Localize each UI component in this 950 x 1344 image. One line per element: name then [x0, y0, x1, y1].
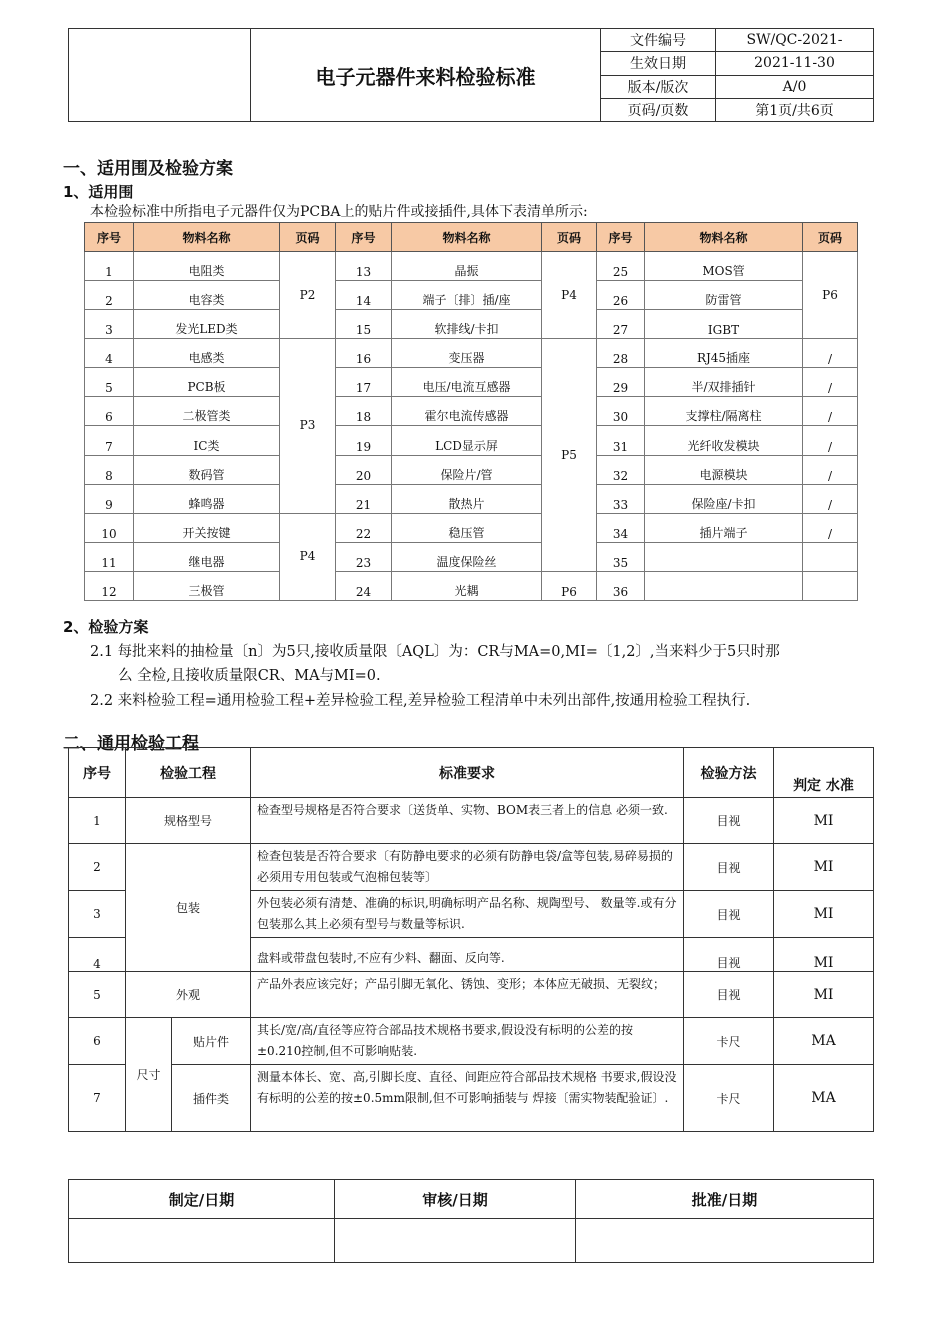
row-level: MI — [774, 798, 874, 844]
row-method: 目视 — [684, 798, 774, 844]
item-no: 30 — [597, 397, 645, 426]
col-header-no: 序号 — [85, 223, 134, 252]
table-row — [69, 1065, 874, 1132]
item-name — [645, 542, 803, 571]
item-no: 36 — [597, 571, 645, 600]
document-header — [68, 28, 874, 122]
table-row — [85, 455, 858, 484]
item-name: 电感类 — [134, 339, 280, 368]
item-name: 霍尔电流传感器 — [392, 397, 542, 426]
table-row — [85, 252, 858, 281]
item-name: 稳压管 — [392, 513, 542, 542]
row-requirement: 其长/宽/高/直径等应符合部品技术规格书要求,假设没有标明的公差的按±0.210控制,但不可影响贴装. — [251, 1018, 684, 1065]
row-no: 1 — [69, 798, 126, 844]
col-header-requirement: 标准要求 — [251, 748, 684, 798]
item-no: 32 — [597, 455, 645, 484]
item-name: 电阻类 — [134, 252, 280, 281]
eff-date-value: 2021-11-30 — [716, 52, 874, 75]
table-row — [69, 972, 874, 1018]
item-name: 三极管 — [134, 571, 280, 600]
item-no: 8 — [85, 455, 134, 484]
table-row — [69, 844, 874, 891]
item-no: 3 — [85, 310, 134, 339]
reviewed-by-field[interactable] — [335, 1219, 576, 1263]
item-name: 继电器 — [134, 542, 280, 571]
table-row — [85, 281, 858, 310]
scope-text: 本检验标准中所指电子元器件仅为PCBA上的贴片件或接插件,具体下表清单所示: — [90, 204, 588, 220]
item-no: 4 — [85, 339, 134, 368]
table-row — [85, 513, 858, 542]
scope-title: 1、适用围 — [63, 183, 134, 201]
col-header-name: 物料名称 — [392, 223, 542, 252]
size-group-label: 尺寸 — [126, 1018, 172, 1132]
page-label: 页码/页数 — [601, 98, 716, 121]
table-row — [85, 571, 858, 600]
page-ref: P6 — [803, 252, 858, 339]
item-no: 5 — [85, 368, 134, 397]
plan-item-1-cont: 么 全检,且接收质量限CR、MA与MI=0. — [118, 668, 381, 684]
row-requirement: 产品外表应该完好；产品引脚无氧化、锈蚀、变形；本体应无破损、无裂纹； — [251, 972, 684, 1018]
item-no: 11 — [85, 542, 134, 571]
item-no: 27 — [597, 310, 645, 339]
row-requirement: 外包装必须有清楚、准确的标识,明确标明产品名称、规陶型号、 数量等.或有分包装那么其上必须有型号与数量等标识. — [251, 891, 684, 938]
item-no: 31 — [597, 426, 645, 455]
col-header-item: 检验工程 — [126, 748, 251, 798]
col-header-name: 物料名称 — [134, 223, 280, 252]
col-header-page: 页码 — [280, 223, 336, 252]
page-ref: P4 — [280, 513, 336, 600]
col-header-no: 序号 — [69, 748, 126, 798]
item-no: 23 — [336, 542, 392, 571]
inspection-header-row — [69, 748, 874, 798]
table-row — [85, 484, 858, 513]
item-no: 24 — [336, 571, 392, 600]
item-name: 数码管 — [134, 455, 280, 484]
col-header-page: 页码 — [542, 223, 597, 252]
made-by-field[interactable] — [69, 1219, 335, 1263]
col-header-page: 页码 — [803, 223, 858, 252]
page-ref: P5 — [542, 339, 597, 572]
item-no: 28 — [597, 339, 645, 368]
item-name: 蜂鸣器 — [134, 484, 280, 513]
row-requirement: 盘料或带盘包装时,不应有少料、翻面、反向等. — [251, 938, 684, 972]
table-row — [69, 798, 874, 844]
reviewed-by-label: 审核/日期 — [335, 1180, 576, 1219]
item-no: 19 — [336, 426, 392, 455]
page-ref: / — [803, 426, 858, 455]
table-row — [85, 339, 858, 368]
item-name: PCB板 — [134, 368, 280, 397]
version-label: 版本/版次 — [601, 75, 716, 98]
item-name: MOS管 — [645, 252, 803, 281]
row-item: 包装 — [126, 844, 251, 972]
row-no: 5 — [69, 972, 126, 1018]
item-name: 晶振 — [392, 252, 542, 281]
page-ref: / — [803, 368, 858, 397]
row-level: MI — [774, 891, 874, 938]
approved-by-field[interactable] — [576, 1219, 874, 1263]
row-method: 目视 — [684, 891, 774, 938]
plan-title: 2、检验方案 — [63, 618, 149, 636]
item-name: 防雷管 — [645, 281, 803, 310]
col-header-method: 检验方法 — [684, 748, 774, 798]
item-no: 6 — [85, 397, 134, 426]
item-no: 15 — [336, 310, 392, 339]
page-ref-empty — [803, 542, 858, 571]
item-name: 保险片/管 — [392, 455, 542, 484]
item-name: RJ45插座 — [645, 339, 803, 368]
item-no: 25 — [597, 252, 645, 281]
col-header-no: 序号 — [336, 223, 392, 252]
item-name: 温度保险丝 — [392, 542, 542, 571]
item-name: 半/双排插针 — [645, 368, 803, 397]
item-no: 17 — [336, 368, 392, 397]
item-no: 12 — [85, 571, 134, 600]
page-ref: / — [803, 397, 858, 426]
row-method: 目视 — [684, 938, 774, 972]
doc-no-value: SW/QC-2021- — [716, 29, 874, 52]
item-name: 软排线/卡扣 — [392, 310, 542, 339]
table-row — [69, 1018, 874, 1065]
row-requirement: 检查型号规格是否符合要求〔送货单、实物、BOM表三者上的信息 必须一致. — [251, 798, 684, 844]
row-level: MA — [774, 1065, 874, 1132]
table-row — [85, 310, 858, 339]
page-ref: / — [803, 455, 858, 484]
item-no: 33 — [597, 484, 645, 513]
materials-header-row — [85, 223, 858, 252]
item-name: LCD显示屏 — [392, 426, 542, 455]
item-no: 18 — [336, 397, 392, 426]
item-no: 29 — [597, 368, 645, 397]
item-name: 端子〔排〕插/座 — [392, 281, 542, 310]
row-item: 外观 — [126, 972, 251, 1018]
item-no: 14 — [336, 281, 392, 310]
item-no: 26 — [597, 281, 645, 310]
item-no: 34 — [597, 513, 645, 542]
version-value: A/0 — [716, 75, 874, 98]
item-name: 电源模块 — [645, 455, 803, 484]
plan-item-2: 2.2 来料检验工程=通用检验工程+差异检验工程,差异检验工程清单中未列出部件,按通用检验工程执行. — [90, 693, 751, 709]
inspection-table — [68, 747, 874, 1132]
plan-item-1: 2.1 每批来料的抽检量〔n〕为5只,接收质量限〔AQL〕为：CR与MA=0,MI=〔1,2〕,当来料少于5只时那 — [90, 644, 780, 660]
row-method: 目视 — [684, 972, 774, 1018]
col-header-name: 物料名称 — [645, 223, 803, 252]
item-name: 二极管类 — [134, 397, 280, 426]
item-no: 2 — [85, 281, 134, 310]
row-no: 3 — [69, 891, 126, 938]
row-no: 7 — [69, 1065, 126, 1132]
row-method: 卡尺 — [684, 1065, 774, 1132]
item-no: 10 — [85, 513, 134, 542]
page-ref: P6 — [542, 571, 597, 600]
item-name: 光耦 — [392, 571, 542, 600]
row-method: 卡尺 — [684, 1018, 774, 1065]
item-name: 插片端子 — [645, 513, 803, 542]
item-name: 电压/电流互感器 — [392, 368, 542, 397]
item-name: 发光LED类 — [134, 310, 280, 339]
row-method: 目视 — [684, 844, 774, 891]
row-level: MI — [774, 844, 874, 891]
item-name: 散热片 — [392, 484, 542, 513]
approved-by-label: 批准/日期 — [576, 1180, 874, 1219]
page-ref: P3 — [280, 339, 336, 513]
item-name: 电容类 — [134, 281, 280, 310]
page-ref: / — [803, 484, 858, 513]
materials-table — [84, 222, 858, 601]
made-by-label: 制定/日期 — [69, 1180, 335, 1219]
item-name: 开关按键 — [134, 513, 280, 542]
item-name: 变压器 — [392, 339, 542, 368]
row-no: 6 — [69, 1018, 126, 1065]
section2-title: 二、通用检验工程 — [63, 734, 199, 754]
item-no: 13 — [336, 252, 392, 281]
item-no: 16 — [336, 339, 392, 368]
doc-no-label: 文件编号 — [601, 29, 716, 52]
row-requirement: 测量本体长、宽、高,引脚长度、直径、间距应符合部品技术规格 书要求,假设没有标明的公差的按±0.5mm限制,但不可影响插装与 焊接〔需实物装配验证〕. — [251, 1065, 684, 1132]
item-name: IC类 — [134, 426, 280, 455]
eff-date-label: 生效日期 — [601, 52, 716, 75]
row-item: 贴片件 — [172, 1018, 251, 1065]
item-no: 9 — [85, 484, 134, 513]
section1-title: 一、适用围及检验方案 — [63, 159, 233, 179]
signature-table — [68, 1179, 874, 1263]
page-ref: / — [803, 339, 858, 368]
item-no: 7 — [85, 426, 134, 455]
page-value: 第1页/共6页 — [716, 98, 874, 121]
row-level: MI — [774, 972, 874, 1018]
table-row — [85, 542, 858, 571]
table-row — [85, 426, 858, 455]
row-level: MA — [774, 1018, 874, 1065]
item-no: 35 — [597, 542, 645, 571]
logo-cell — [69, 29, 251, 122]
item-no: 21 — [336, 484, 392, 513]
col-header-judge-level: 判定 水准 — [774, 748, 874, 798]
document-title: 电子元器件来料检验标准 — [251, 29, 601, 122]
page-ref: P2 — [280, 252, 336, 339]
row-requirement: 检查包装是否符合要求〔有防静电要求的必须有防静电袋/盒等包装,易碎易损的必须用专用包装或气泡棉包装等〕 — [251, 844, 684, 891]
item-no: 1 — [85, 252, 134, 281]
row-no: 4 — [69, 938, 126, 972]
page-ref: / — [803, 513, 858, 542]
row-item: 插件类 — [172, 1065, 251, 1132]
item-name: 光纤收发模块 — [645, 426, 803, 455]
item-name: 保险座/卡扣 — [645, 484, 803, 513]
row-no: 2 — [69, 844, 126, 891]
page-ref-empty — [803, 571, 858, 600]
item-no: 20 — [336, 455, 392, 484]
row-level: MI — [774, 938, 874, 972]
item-name: 支撑柱/隔离柱 — [645, 397, 803, 426]
col-header-no: 序号 — [597, 223, 645, 252]
row-item: 规格型号 — [126, 798, 251, 844]
page-ref: P4 — [542, 252, 597, 339]
item-name: IGBT — [645, 310, 803, 339]
table-row — [85, 368, 858, 397]
item-name — [645, 571, 803, 600]
item-no: 22 — [336, 513, 392, 542]
table-row — [85, 397, 858, 426]
